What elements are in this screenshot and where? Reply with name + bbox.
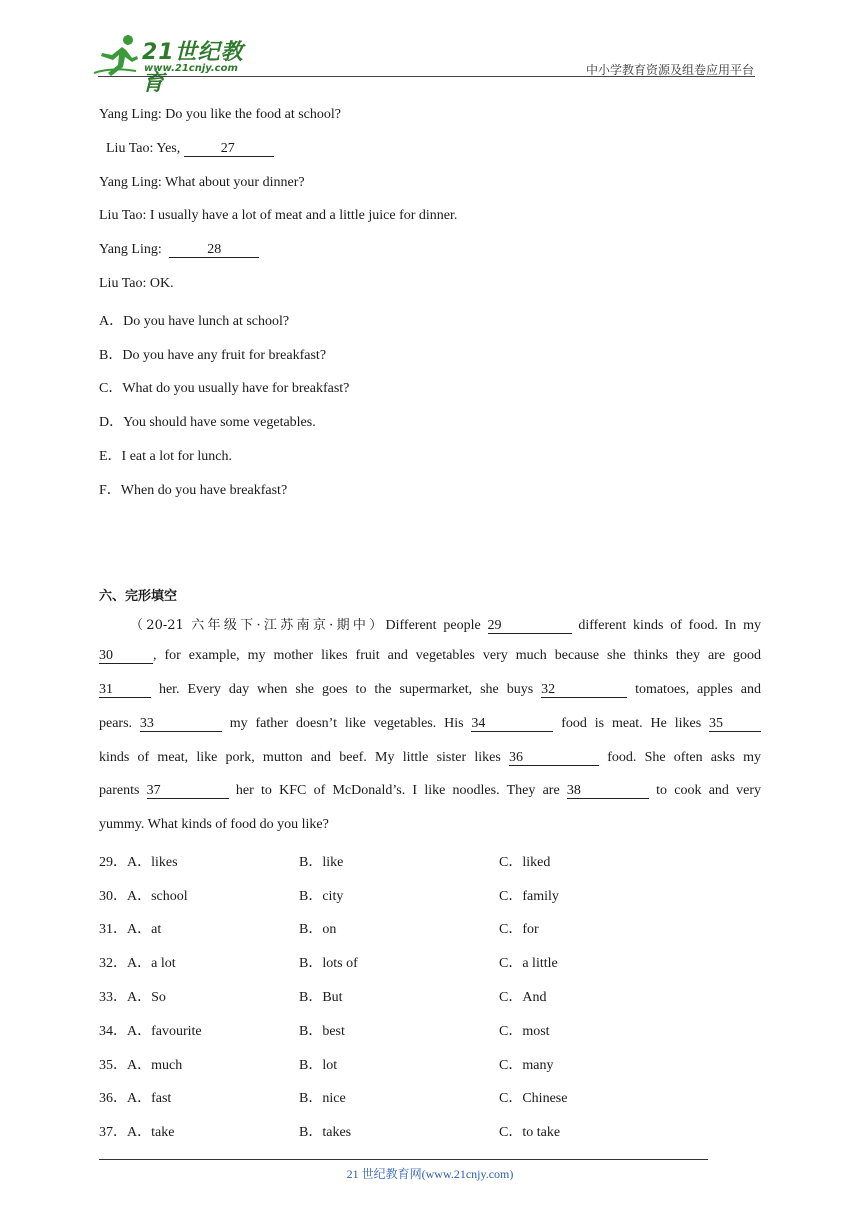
dialogue-text: Do you like the food at school?: [165, 107, 342, 122]
dialogue-text: OK.: [149, 276, 174, 291]
runner-logo-icon: [92, 33, 146, 77]
option-a: A．fast: [127, 1091, 172, 1106]
option-a: A．much: [127, 1058, 183, 1073]
passage-line-5: kinds of meat, like pork, mutton and beef. My little sister likes 36 food. She often asks my: [99, 750, 761, 765]
header: [92, 30, 762, 96]
speaker: Liu Tao:: [106, 141, 154, 156]
blank-30: 30: [99, 649, 153, 664]
speaker: Yang Ling:: [99, 242, 162, 257]
choice-e: E．I eat a lot for lunch.: [99, 449, 232, 464]
option-c: C．family: [499, 889, 559, 904]
source-tag: （20-21 六年级下·江苏南京·期中）: [130, 618, 386, 633]
option-a: A．So: [127, 990, 166, 1005]
dialogue-line-1: [99, 107, 341, 123]
option-a: A．a lot: [127, 956, 176, 971]
blank-36: 36: [509, 751, 599, 766]
dialogue-line-2: [106, 141, 274, 157]
passage-line-2: 30 , for example, my mother likes fruit and vegetables very much because she thinks they are good: [99, 648, 761, 663]
choice-f: F．When do you have breakfast?: [99, 483, 288, 498]
logo-url: www.21cnjy.com: [144, 63, 238, 74]
option-b: B．like: [299, 855, 344, 870]
blank-29: 29: [488, 619, 572, 634]
option-a: A．take: [127, 1125, 175, 1140]
choice-c: C．What do you usually have for breakfast?: [99, 381, 350, 396]
header-rule: [98, 76, 755, 77]
choice-d: D．You should have some vegetables.: [99, 415, 316, 430]
option-c: C．most: [499, 1024, 550, 1039]
option-c: C．And: [499, 990, 547, 1005]
option-c: C．many: [499, 1058, 554, 1073]
section-title: 六、完形填空: [99, 589, 178, 604]
logo: [92, 33, 262, 96]
blank-38: 38: [567, 784, 649, 799]
blank-31: 31: [99, 683, 151, 698]
footer-link[interactable]: 21 世纪教育网(www.21cnjy.com): [346, 1167, 514, 1181]
dialogue-text: What about your dinner?: [165, 175, 305, 190]
blank-32: 32: [541, 683, 627, 698]
dialogue-text: Yes,: [156, 141, 181, 156]
blank-37: 37: [147, 784, 229, 799]
option-b: B．nice: [299, 1091, 346, 1106]
dialogue-line-6: [99, 276, 174, 292]
passage-line-1: （20-21 六年级下·江苏南京·期中）Different people 29 different kinds of food. In my: [130, 618, 762, 633]
blank-28: 28: [169, 243, 259, 258]
passage-line-4: pears. 33 my father doesn’t like vegetables. His 34 food is meat. He likes 35: [99, 716, 761, 732]
option-b: B．But: [299, 990, 343, 1005]
blank-35: 35: [709, 717, 761, 732]
platform-name: 中小学教育资源及组卷应用平台: [585, 63, 754, 77]
option-c: C．to take: [499, 1125, 561, 1140]
option-a: A．favourite: [127, 1024, 202, 1039]
option-b: B．on: [299, 922, 337, 937]
option-b: B．best: [299, 1024, 345, 1039]
choice-a: A．Do you have lunch at school?: [99, 314, 290, 329]
speaker: Liu Tao:: [99, 276, 147, 291]
option-a: A．school: [127, 889, 188, 904]
option-b: B．city: [299, 889, 344, 904]
speaker: Yang Ling:: [99, 107, 162, 122]
dialogue-line-3: [99, 175, 305, 191]
blank-34: 34: [471, 717, 553, 732]
option-b: B．lots of: [299, 956, 358, 971]
dialogue-line-5: [99, 242, 259, 258]
passage-line-6: parents 37 her to KFC of McDonald’s. I like noodles. They are 38 to cook and very: [99, 783, 762, 798]
dialogue-text: I usually have a lot of meat and a little juice for dinner.: [149, 208, 458, 223]
passage-line-3: 31 her. Every day when she goes to the supermarket, she buys 32 tomatoes, apples and: [99, 682, 761, 697]
passage-line-7: yummy. What kinds of food do you like?: [99, 817, 329, 832]
option-b: B．takes: [299, 1125, 352, 1140]
blank-27: 27: [184, 142, 274, 157]
option-c: C．a little: [499, 956, 558, 971]
dialogue-line-4: [99, 208, 457, 224]
option-a: A．likes: [127, 855, 178, 870]
option-c: C．Chinese: [499, 1091, 568, 1106]
blank-33: 33: [140, 717, 222, 732]
speaker: Liu Tao:: [99, 208, 147, 223]
option-c: C．for: [499, 922, 539, 937]
option-c: C．liked: [499, 855, 551, 870]
logo-text: 21世纪教育: [142, 40, 244, 96]
option-a: A．at: [127, 922, 162, 937]
choice-b: B．Do you have any fruit for breakfast?: [99, 348, 327, 363]
footer-rule: [99, 1159, 708, 1160]
speaker: Yang Ling:: [99, 175, 162, 190]
option-b: B．lot: [299, 1058, 338, 1073]
